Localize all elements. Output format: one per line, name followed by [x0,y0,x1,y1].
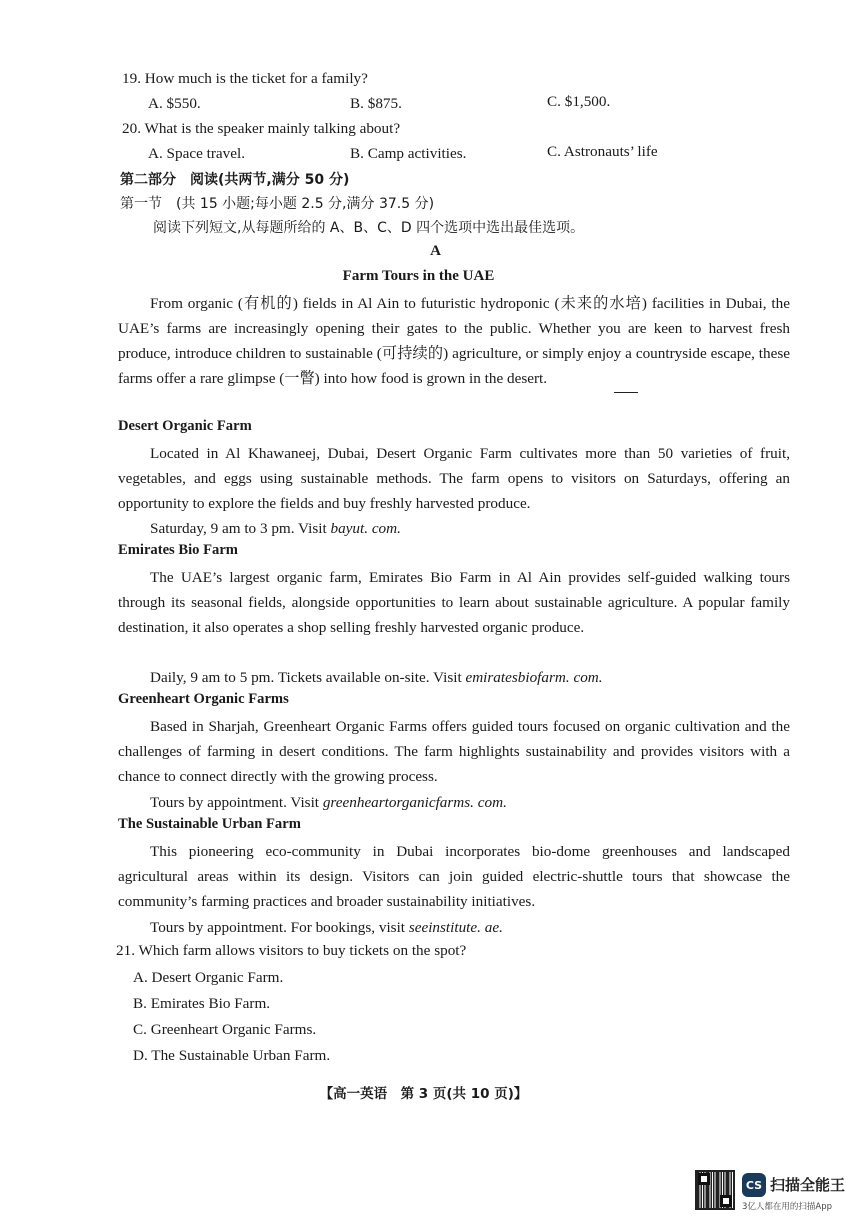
underline-mark [614,392,638,393]
farm-visit-info: Tours by appointment. Visit greenheartorganicfarms. com. [150,794,507,811]
farm-website: seeinstitute. ae. [408,919,503,936]
part2-title: 第二部分 阅读(共两节,满分 50 分) [120,172,350,188]
q19-stem: 19. How much is the ticket for a family? [122,70,368,87]
q21-option-d: D. The Sustainable Urban Farm. [133,1047,331,1064]
q21-stem: 21. Which farm allows visitors to buy tickets on the spot? [116,942,467,959]
q19-option-c: C. $1,500. [547,93,611,110]
farm-description: This pioneering eco-community in Dubai incorporates bio-dome greenhouses and landscaped agricultural areas within its design. Visitors can join guided electric-shuttle tours that showcase the community’s farming practices and broader sustainability initiatives. [118,843,790,910]
q20-option-a: A. Space travel. [148,145,245,162]
farm-heading: Greenheart Organic Farms [118,691,289,707]
farm-visit-info: Saturday, 9 am to 3 pm. Visit bayut. com. [150,520,401,537]
q21-option-b: B. Emirates Bio Farm. [133,995,271,1012]
farm-visit-info: Tours by appointment. For bookings, visit seeinstitute. ae. [150,919,503,936]
page-footer: 【高一英语 第 3 页(共 10 页)】 [319,1086,528,1102]
farm-website: greenheartorganicfarms. com. [322,794,507,811]
farm-description: Based in Sharjah, Greenheart Organic Farms offers guided tours focused on organic cultivation and the challenges of farming in desert conditions. The farm highlights sustainability and provides visitors with a chance to connect directly with the growing process. [118,718,790,785]
farm-heading: The Sustainable Urban Farm [118,816,301,832]
passage-intro: From organic (有机的) fields in Al Ain to futuristic hydroponic (未来的水培) facilities in Dubai, the UAE’s farms are increasingly opening their gates to the public. Whether you are keen to harvest fresh produce, introduce children to sustainable (可持续的) agriculture, or simply enjoy a countryside escape, these farms offer a rare glimpse (一瞥) into how food is grown in the desert. [118,295,790,387]
farm-website: emiratesbiofarm. com. [465,669,603,686]
q20-option-b: B. Camp activities. [350,145,467,162]
passage-title: Farm Tours in the UAE [342,268,495,284]
qr-code-icon [695,1170,735,1210]
q21-option-c: C. Greenheart Organic Farms. [133,1021,317,1038]
farm-heading: Desert Organic Farm [118,418,252,434]
farm-description: The UAE’s largest organic farm, Emirates Bio Farm in Al Ain provides self-guided walking tours through its seasonal fields, alongside opportunities to learn about sustainable agriculture. A popular family destination, it also operates a shop selling freshly harvested organic produce. [118,569,790,636]
q21-option-a: A. Desert Organic Farm. [133,969,284,986]
scanner-app-name: 扫描全能王 [770,1176,846,1194]
farm-website: bayut. com. [330,520,401,537]
scanner-tagline: 3亿人都在用的扫描App [742,1202,833,1212]
q19-option-a: A. $550. [148,95,201,112]
q20-option-c: C. Astronauts’ life [547,143,658,160]
camscanner-logo-icon: CS [742,1173,766,1197]
farm-visit-info: Daily, 9 am to 5 pm. Tickets available on-site. Visit emiratesbiofarm. com. [150,669,603,686]
section1-title: 第一节 (共 15 小题;每小题 2.5 分,满分 37.5 分) [120,196,435,212]
passage-letter: A [430,243,441,259]
q20-stem: 20. What is the speaker mainly talking about? [122,120,401,137]
farm-heading: Emirates Bio Farm [118,542,238,558]
farm-description: Located in Al Khawaneej, Dubai, Desert Organic Farm cultivates more than 50 varieties of fruit, vegetables, and eggs using sustainable methods. The farm opens to visitors on Saturdays, offering an opportunity to explore the fields and buy freshly harvested produce. [118,445,790,512]
reading-instruction: 阅读下列短文,从每题所给的 A、B、C、D 四个选项中选出最佳选项。 [153,220,585,236]
q19-option-b: B. $875. [350,95,402,112]
